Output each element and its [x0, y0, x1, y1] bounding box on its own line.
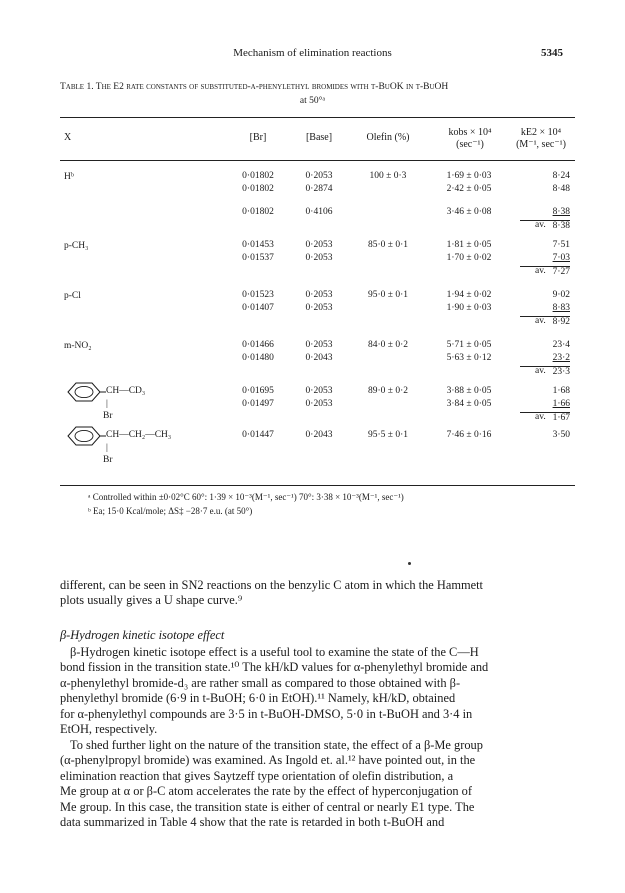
cell-kobs: 3·88 ± 0·05	[446, 386, 492, 396]
cell-kobs: 3·84 ± 0·05	[446, 399, 492, 409]
cell-kobs: 1·94 ± 0·02	[446, 290, 492, 300]
text-line: Me group at α or β-C atom accelerates the rate by the effect of hyperconjugation of	[60, 784, 473, 799]
cell-br: 0·01802	[242, 207, 274, 217]
cell-br: 0·01497	[242, 399, 274, 409]
text-line: plots usually gives a U shape curve.⁹	[60, 593, 243, 608]
cell-olefin: 95·5 ± 0·1	[367, 430, 409, 440]
table-bottom-rule	[60, 485, 575, 486]
cell-br: 0·01537	[242, 253, 274, 263]
cell-ke2: 8·38	[552, 207, 570, 217]
formula-2-chain: CH—CH₂—CH₃	[106, 430, 172, 440]
column-header-x: X	[64, 132, 72, 143]
page-number: 5345	[541, 47, 563, 59]
cell-olefin: 84·0 ± 0·2	[367, 340, 409, 350]
text-line: for α-phenylethyl compounds are 3·5 in t-BuOH-DMSO, 5·0 in t-BuOH and 3·4 in	[60, 706, 473, 721]
table-caption: Table 1. The E2 rate constants of substituted-α-phenylethyl bromides with t-BuOK in t-BuOH	[60, 82, 449, 92]
cell-ke2: 3·50	[552, 430, 570, 440]
cell-br: 0·01695	[242, 386, 274, 396]
average-label: av.	[535, 366, 546, 376]
paragraph-3	[60, 738, 572, 830]
cell-ke2: 7·03	[552, 253, 570, 263]
footnote-b: ᵇ Ea; 15·0 Kcal/mole; ΔS‡ −28·7 e.u. (at 50°)	[88, 506, 253, 516]
cell-kobs: 1·81 ± 0·05	[446, 240, 492, 250]
text-line: Me group. In this case, the transition state is either of central or nearly E1 type. The	[60, 799, 475, 814]
running-header-title: Mechanism of elimination reactions	[233, 47, 392, 59]
column-header-base: [Base]	[305, 132, 333, 143]
table-top-rule	[60, 117, 575, 118]
cell-br: 0·01453	[242, 240, 274, 250]
cell-base: 0·4106	[305, 207, 333, 217]
average-value: 8·38	[520, 220, 570, 231]
cell-base: 0·2053	[305, 399, 333, 409]
cell-kobs: 5·71 ± 0·05	[446, 340, 492, 350]
cell-br: 0·01447	[242, 430, 274, 440]
formula-2-bromine: Br	[103, 455, 113, 465]
cell-ke2: 23·2	[552, 353, 570, 363]
average-value: 1·67	[520, 412, 570, 423]
column-header-kobs-line2: (sec⁻¹)	[456, 139, 484, 150]
table-header-rule	[60, 160, 575, 161]
formula-2-bond: |	[106, 443, 108, 453]
cell-ke2: 9·02	[552, 290, 570, 300]
cell-base: 0·2874	[305, 184, 333, 194]
cell-base: 0·2053	[305, 240, 333, 250]
cell-ke2: 23·4	[552, 340, 570, 350]
cell-base: 0·2053	[305, 340, 333, 350]
cell-base: 0·2053	[305, 303, 333, 313]
cell-olefin: 85·0 ± 0·1	[367, 240, 409, 250]
cell-ke2: 1·66	[552, 399, 570, 409]
cell-base: 0·2053	[305, 290, 333, 300]
cell-ke2: 7·51	[552, 240, 570, 250]
cell-kobs: 3·46 ± 0·08	[446, 207, 492, 217]
cell-br: 0·01407	[242, 303, 274, 313]
text-line: EtOH, respectively.	[60, 722, 158, 737]
column-header-kobs	[430, 127, 510, 151]
cell-kobs: 7·46 ± 0·16	[446, 430, 492, 440]
cell-base: 0·2053	[305, 171, 333, 181]
average-label: av.	[535, 316, 546, 326]
formula-1-bond: |	[106, 399, 108, 409]
substituent-label: Hᵇ	[64, 172, 74, 182]
column-header-kobs-line1: kobs × 10⁴	[448, 127, 492, 138]
text-line: (α-phenylpropyl bromide) was examined. As Ingold et. al.¹² have pointed out, in the	[60, 753, 476, 768]
text-line: different, can be seen in SN2 reactions on the benzylic C atom in which the Hammett	[60, 578, 483, 592]
text-line: data summarized in Table 4 show that the rate is retarded in both t-BuOH and	[60, 815, 445, 830]
cell-br: 0·01523	[242, 290, 274, 300]
text-line: To shed further light on the nature of the transition state, the effect of a β-Me group	[70, 738, 483, 752]
cell-kobs: 1·69 ± 0·03	[446, 171, 492, 181]
cell-kobs: 1·90 ± 0·03	[446, 303, 492, 313]
cell-ke2: 8·24	[552, 171, 570, 181]
paragraph-1	[60, 578, 572, 609]
average-value: 7·27	[520, 266, 570, 277]
footnote-a: ᵃ Controlled within ±0·02°C 60°: 1·39 × 10⁻³(M⁻¹, sec⁻¹) 70°: 3·38 × 10⁻³(M⁻¹, sec⁻¹)	[88, 492, 404, 502]
cell-olefin: 100 ± 0·3	[369, 171, 407, 181]
table-caption-continued: at 50°ᵃ	[299, 96, 326, 106]
cell-kobs: 2·42 ± 0·05	[446, 184, 492, 194]
average-value: 8·92	[520, 316, 570, 327]
cell-ke2: 8·83	[552, 303, 570, 313]
cell-base: 0·2043	[305, 353, 333, 363]
text-line: elimination reaction that gives Saytzeff type orientation of olefin distribution, a	[60, 768, 454, 783]
cell-br: 0·01480	[242, 353, 274, 363]
average-label: av.	[535, 412, 546, 422]
average-label: av.	[535, 220, 546, 230]
cell-br: 0·01466	[242, 340, 274, 350]
cell-olefin: 95·0 ± 0·1	[367, 290, 409, 300]
column-header-ke2-line2: (M⁻¹, sec⁻¹)	[516, 139, 566, 150]
cell-br: 0·01802	[242, 184, 274, 194]
paragraph-2	[60, 645, 572, 737]
text-line: β-Hydrogen kinetic isotope effect is a useful tool to examine the state of the C—H	[70, 645, 479, 659]
cell-base: 0·2053	[305, 253, 333, 263]
column-header-br: [Br]	[249, 132, 267, 143]
substituent-label: p-CH₃	[64, 241, 89, 251]
cell-ke2: 1·68	[552, 386, 570, 396]
average-label: av.	[535, 266, 546, 276]
stray-dot	[408, 562, 411, 565]
column-header-ke2	[505, 127, 577, 151]
column-header-ke2-line1: kE2 × 10⁴	[520, 127, 562, 138]
cell-br: 0·01802	[242, 171, 274, 181]
cell-kobs: 1·70 ± 0·02	[446, 253, 492, 263]
formula-1-bromine: Br	[103, 411, 113, 421]
cell-olefin: 89·0 ± 0·2	[367, 386, 409, 396]
cell-base: 0·2043	[305, 430, 333, 440]
text-line: α-phenylethyl bromide-d₃ are rather small as compared to those obtained with β-	[60, 675, 461, 690]
cell-ke2: 8·48	[552, 184, 570, 194]
substituent-label: p-Cl	[64, 291, 81, 301]
cell-base: 0·2053	[305, 386, 333, 396]
text-line: phenylethyl bromide (6·9 in t-BuOH; 6·0 in EtOH).¹¹ Namely, kH/kD, obtained	[60, 691, 456, 706]
average-value: 23·3	[520, 366, 570, 377]
cell-kobs: 5·63 ± 0·12	[446, 353, 492, 363]
formula-1-chain: CH—CD₃	[106, 386, 146, 396]
section-heading: β-Hydrogen kinetic isotope effect	[60, 628, 225, 642]
column-header-olefin: Olefin (%)	[366, 132, 410, 143]
substituent-label: m-NO₂	[64, 341, 92, 351]
text-line: bond fission in the transition state.¹⁰ The kH/kD values for α-phenylethyl bromide and	[60, 660, 489, 675]
